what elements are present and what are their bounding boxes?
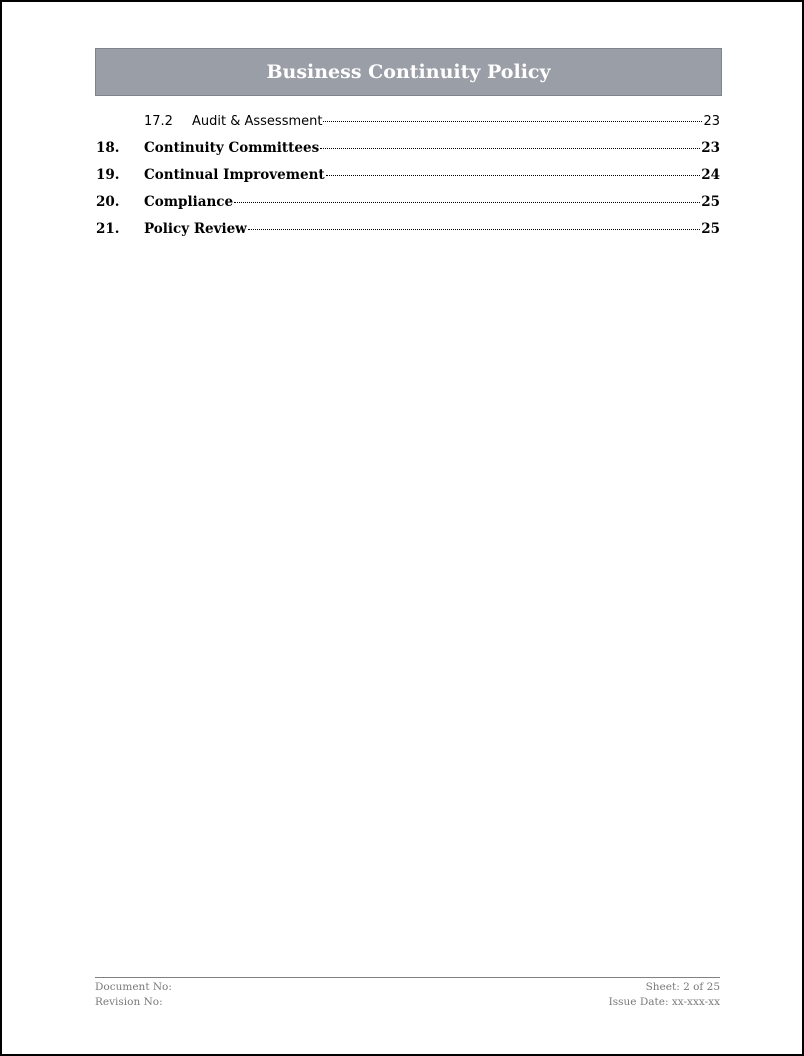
toc-entry-page: 25: [701, 194, 720, 210]
toc-dot-leader: [323, 121, 702, 122]
footer-document-no: Document No:: [95, 981, 172, 993]
footer-sheet: Sheet: 2 of 25: [645, 981, 720, 993]
toc-entry-page: 24: [701, 167, 720, 183]
toc-entry-label: Continuity Committees: [144, 140, 320, 156]
toc-entry-number: 17.2: [144, 114, 173, 129]
toc-dot-leader: [326, 175, 701, 176]
footer-row-2: [95, 995, 720, 1010]
footer-issue-date: Issue Date: xx-xxx-xx: [608, 996, 720, 1008]
toc-entry-18[interactable]: [96, 140, 720, 167]
toc-dot-leader: [234, 202, 700, 203]
toc-entry-number: 18.: [96, 140, 120, 156]
toc-entry-17-2[interactable]: [96, 114, 720, 140]
toc-entry-label: Policy Review: [144, 221, 247, 237]
toc-entry-page: 23: [703, 114, 720, 129]
toc-entry-label: Audit & Assessment: [192, 114, 323, 129]
toc-entry-number: 19.: [96, 167, 120, 183]
toc-entry-21[interactable]: [96, 221, 720, 248]
footer-revision-no: Revision No:: [95, 996, 163, 1008]
toc-entry-19[interactable]: [96, 167, 720, 194]
toc-dot-leader: [320, 148, 700, 149]
toc-entry-label: Compliance: [144, 194, 234, 210]
toc-dot-leader: [248, 229, 700, 230]
toc-entry-label: Continual Improvement: [144, 167, 325, 183]
page-footer: [95, 977, 720, 1010]
toc-entry-page: 25: [701, 221, 720, 237]
toc-entry-20[interactable]: [96, 194, 720, 221]
toc-entry-page: 23: [701, 140, 720, 156]
toc-entry-number: 20.: [96, 194, 120, 210]
document-title: Business Continuity Policy: [266, 61, 551, 83]
footer-row-1: [95, 980, 720, 995]
header-bar: [95, 48, 722, 96]
toc-entry-number: 21.: [96, 221, 120, 237]
table-of-contents: [96, 114, 720, 248]
